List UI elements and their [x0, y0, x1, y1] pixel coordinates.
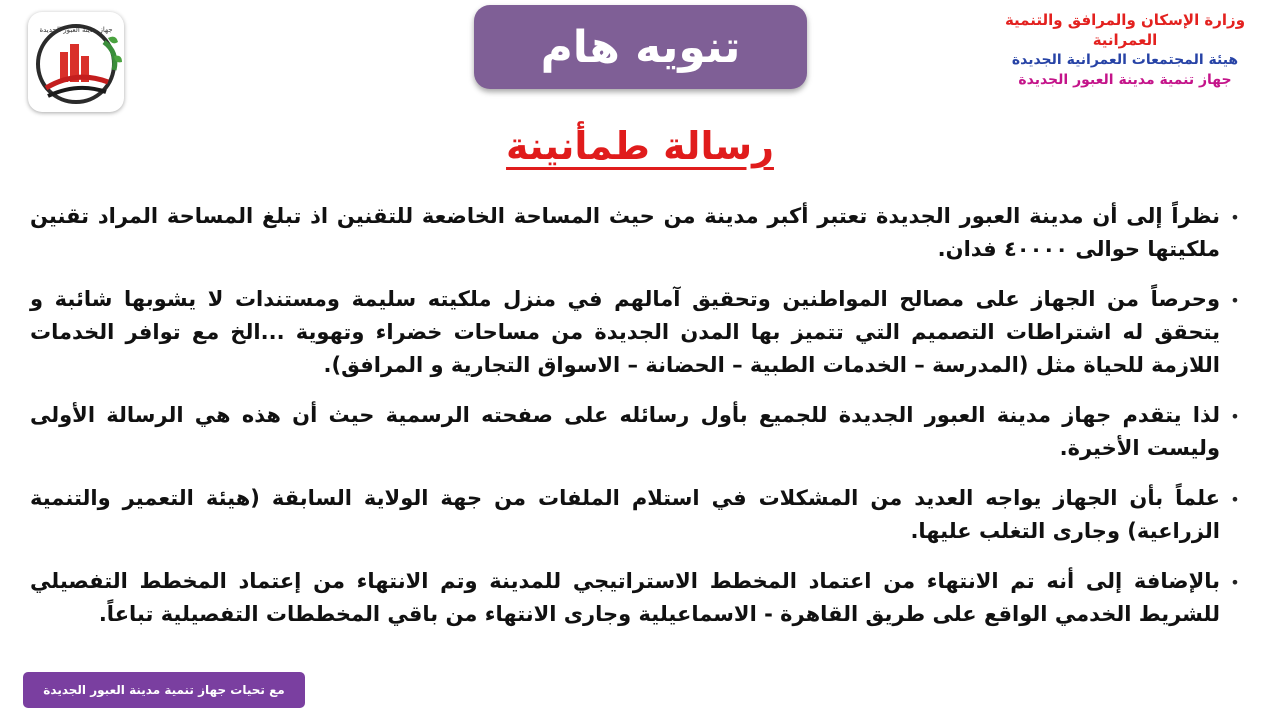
page-title-text: رسالة طمأنينة — [506, 124, 774, 168]
notice-banner-text: تنويه هام — [540, 21, 741, 73]
bullet-icon: • — [1230, 490, 1240, 509]
bullet-icon: • — [1230, 208, 1240, 227]
message-body — [30, 200, 1246, 648]
city-logo-icon — [28, 12, 124, 112]
bullet-icon: • — [1230, 573, 1240, 592]
paragraph-text: لذا يتقدم جهاز مدينة العبور الجديدة للجميع بأول رسائله على صفحته الرسمية حيث أن هذه هي الرسالة الأولى وليست الأخيرة. — [30, 403, 1220, 460]
paragraph-text: وحرصاً من الجهاز على مصالح المواطنين وتحقيق آمالهم في منزل ملكيته سليمة ومستندات لا يشوبها شائبة و يتحقق له اشتراطات التصميم التي تتميز بها المدن الجديدة من مساحات خضراء وتهوية ...الخ مع توافر الخدمات اللازمة للحياة مثل (المدرسة – الخدمات الطبية – الحضانة – الاسواق التجارية و المرافق). — [30, 287, 1220, 377]
svg-text:جهاز مدينة العبور الجديدة: جهاز مدينة العبور الجديدة — [39, 26, 113, 34]
ministry-header — [990, 10, 1260, 90]
paragraph-2 — [30, 283, 1246, 382]
paragraph-3 — [30, 399, 1246, 465]
paragraph-5 — [30, 565, 1246, 631]
city-logo — [28, 12, 124, 112]
paragraph-1 — [30, 200, 1246, 266]
bullet-icon: • — [1230, 291, 1240, 310]
footer-signature-text: مع تحيات جهاز تنمية مدينة العبور الجديدة — [43, 683, 285, 697]
page-title — [0, 124, 1280, 168]
authority-name: هيئة المجتمعات العمرانية الجديدة — [1011, 52, 1239, 68]
paragraph-4 — [30, 482, 1246, 548]
notice-banner — [474, 5, 807, 89]
footer-signature — [23, 672, 305, 708]
paragraph-text: بالإضافة إلى أنه تم الانتهاء من اعتماد المخطط الاستراتيجي للمدينة وتم الانتهاء من إعتماد المخطط التفصيلي للشريط الخدمي الواقع على طريق القاهرة - الاسماعيلية وجارى الانتهاء من باقي المخططات التفصيلية تباعاً. — [30, 569, 1220, 626]
paragraph-text: علماً بأن الجهاز يواجه العديد من المشكلات في استلام الملفات من جهة الولاية السابقة (هيئة التعمير والتنمية الزراعية) وجارى التغلب عليها. — [30, 486, 1220, 543]
paragraph-text: نظراً إلى أن مدينة العبور الجديدة تعتبر أكبر مدينة من حيث المساحة الخاضعة للتقنين اذ تبلغ المساحة المراد تقنين ملكيتها حوالى ٤٠٠٠٠ فدان. — [30, 204, 1220, 261]
bullet-icon: • — [1230, 407, 1240, 426]
city-authority-name: جهاز تنمية مدينة العبور الجديدة — [1018, 72, 1232, 88]
ministry-name: وزارة الإسكان والمرافق والتنمية العمرانية — [1004, 11, 1246, 49]
